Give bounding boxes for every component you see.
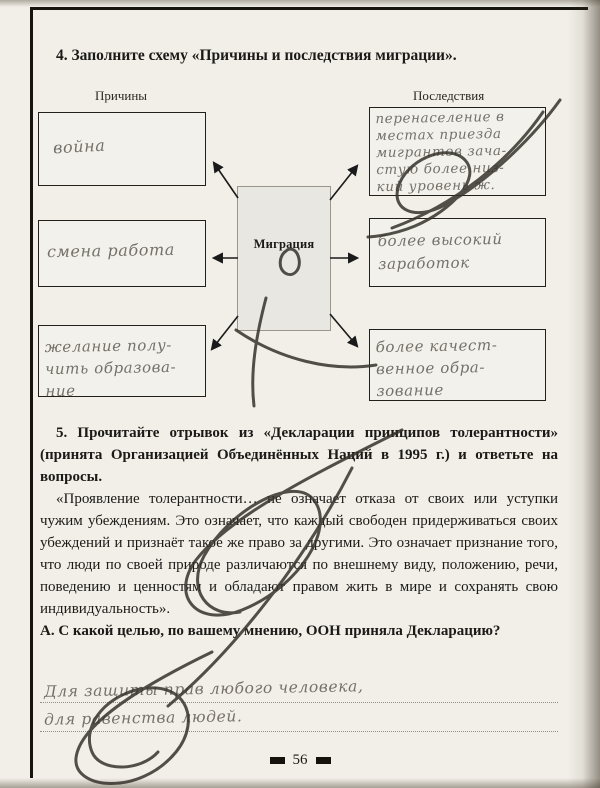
page-footer [0, 752, 600, 769]
consequence-1-handwriting: перенаселение в местах приезда мигрантов зача- стую более низ- кий уровень ж. [375, 108, 507, 196]
cause-box-3 [38, 325, 206, 400]
consequence-box-2 [369, 218, 546, 287]
answer-handwriting-2: для равенства людей. [43, 707, 243, 729]
handwritten-answer [40, 674, 558, 732]
consequence-3-handwriting: более качест- венное обра- зование [375, 335, 498, 400]
task4-title: 4. Заполните схему «Причины и последствия миграции». [56, 47, 457, 64]
page-number: 56 [292, 752, 308, 768]
cause-1-handwriting: война [52, 135, 106, 158]
task5-section [40, 422, 558, 642]
migration-center-box [237, 186, 331, 331]
cause-2-handwriting: смена работа [46, 239, 176, 262]
footer-ornament-left [270, 757, 285, 764]
question-a: А. С какой целью, по вашему мнению, ООН приняла Декларацию? [40, 623, 501, 640]
cause-box-2 [38, 220, 206, 287]
migration-label: Миграция [253, 237, 315, 251]
answer-line-2 [40, 703, 558, 732]
consequences-column-label: Последствия [413, 88, 485, 103]
task5-title: 5. Прочитайте отрывок из «Декларации принципов толерантности» (принята Организацией Объединённых Наций в 1995 г.) и ответьте на вопросы. [40, 425, 558, 486]
footer-ornament-right [316, 757, 331, 764]
consequence-box-3 [369, 329, 546, 401]
answer-handwriting-1: Для защиты прав любого человека, [43, 677, 364, 701]
consequence-box-1 [369, 107, 546, 196]
cause-3-handwriting: желание полу- чить образова- ние [44, 335, 177, 400]
causes-column-label: Причины [95, 88, 148, 103]
answer-line-1 [40, 674, 558, 703]
cause-box-1 [38, 112, 206, 186]
page-edge-shadow-bottom [0, 778, 600, 788]
tolerance-quote: «Проявление толерантности… не означает отказа от своих или уступки чужим убеждениям. Это означает, что каждый свободен придерживаться своих убеждений и признаёт такое же право за другими. Это означает признание того, что люди по своей природе различаются по внешнему виду, положению, речи, поведению и ценностям и обладают правом жить в мире и сохранять свою индивидуальность». [40, 491, 558, 618]
consequence-2-handwriting: более высокий заработок [377, 229, 503, 273]
